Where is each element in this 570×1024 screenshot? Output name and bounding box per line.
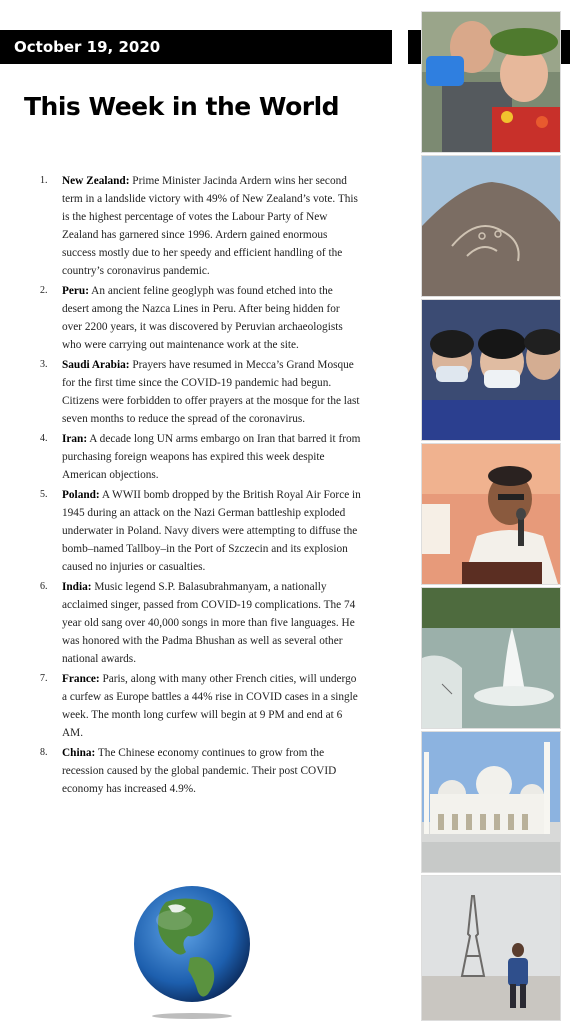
news-country: Saudi Arabia: (62, 359, 130, 371)
singer-microphone-photo (422, 444, 560, 584)
news-number: 2. (40, 285, 48, 296)
masked-crowd-photo (422, 300, 560, 440)
news-text: An ancient feline geoglyph was found etched into the desert among the Nazca Lines in Peru. After being hidden for over 2200 years, it was discovered by Peruvian archaeologists who were carrying out maintenance work at the site. (62, 285, 343, 351)
news-country: France: (62, 673, 100, 685)
news-item (40, 744, 362, 798)
news-item (40, 282, 362, 354)
new-zealand-selfie-photo (422, 12, 560, 152)
news-text: Paris, along with many other French cities, will undergo a curfew as Europe battles a 44% rise in COVID cases in a single week. The month long curfew will begin at 9 PM and end at 6 AM. (62, 673, 358, 739)
eiffel-tower-photo (422, 876, 560, 1020)
news-text: Prayers have resumed in Mecca’s Grand Mosque for the first time since the COVID-19 pandemic had begun. Citizens were forbidden to offer prayers at the mosque for the last seven months to reduce the spread of the coronavirus. (62, 359, 360, 425)
photo-strip (422, 12, 560, 1020)
news-text: A decade long UN arms embargo on Iran that barred it from purchasing foreign weapons has expired this week despite American objections. (62, 433, 361, 481)
news-country: New Zealand: (62, 175, 130, 187)
grand-mosque-photo (422, 732, 560, 872)
news-country: Poland: (62, 489, 100, 501)
news-text: A WWII bomb dropped by the British Royal Air Force in 1945 during an attack on the Nazi German battleship exploded underwater in Poland. Navy divers were attempting to diffuse the bomb–named Tallboy–in the Port of Szczecin and its explosion caused no injuries or casualties. (62, 489, 361, 573)
news-number: 3. (40, 359, 48, 370)
news-number: 5. (40, 489, 48, 500)
news-item (40, 172, 362, 280)
underwater-explosion-photo (422, 588, 560, 728)
news-number: 4. (40, 433, 48, 444)
date-label: October 19, 2020 (14, 38, 161, 56)
news-item (40, 578, 362, 668)
news-number: 6. (40, 581, 48, 592)
news-item (40, 430, 362, 484)
news-text: Prime Minister Jacinda Ardern wins her second term in a landslide victory with 49% of New Zealand’s vote. This is the highest percentage of votes the Labour Party of New Zealand has garnered since 1996. Ardern gained enormous success mostly due to her speedy and efficient handling of the country’s coronavirus pandemic. (62, 175, 358, 277)
news-number: 1. (40, 175, 48, 186)
nazca-geoglyph-photo (422, 156, 560, 296)
news-item (40, 486, 362, 576)
news-country: India: (62, 581, 92, 593)
news-country: Iran: (62, 433, 88, 445)
page-title: This Week in the World (24, 92, 340, 121)
news-text: Music legend S.P. Balasubrahmanyam, a nationally acclaimed singer, passed from COVID-19 complications. The 74 year old sang over 40,000 songs in more than five languages. He was honored with the Padma Bhushan as well as several other national awards. (62, 581, 356, 665)
date-bar (0, 30, 392, 64)
globe-image (128, 880, 256, 1020)
news-number: 7. (40, 673, 48, 684)
news-text: The Chinese economy continues to grow from the recession caused by the global pandemic. Their post COVID economy has increased 4.9%. (62, 747, 337, 795)
news-item (40, 670, 362, 742)
news-list (40, 172, 362, 800)
news-country: Peru: (62, 285, 89, 297)
news-item (40, 356, 362, 428)
news-country: China: (62, 747, 96, 759)
news-number: 8. (40, 747, 48, 758)
